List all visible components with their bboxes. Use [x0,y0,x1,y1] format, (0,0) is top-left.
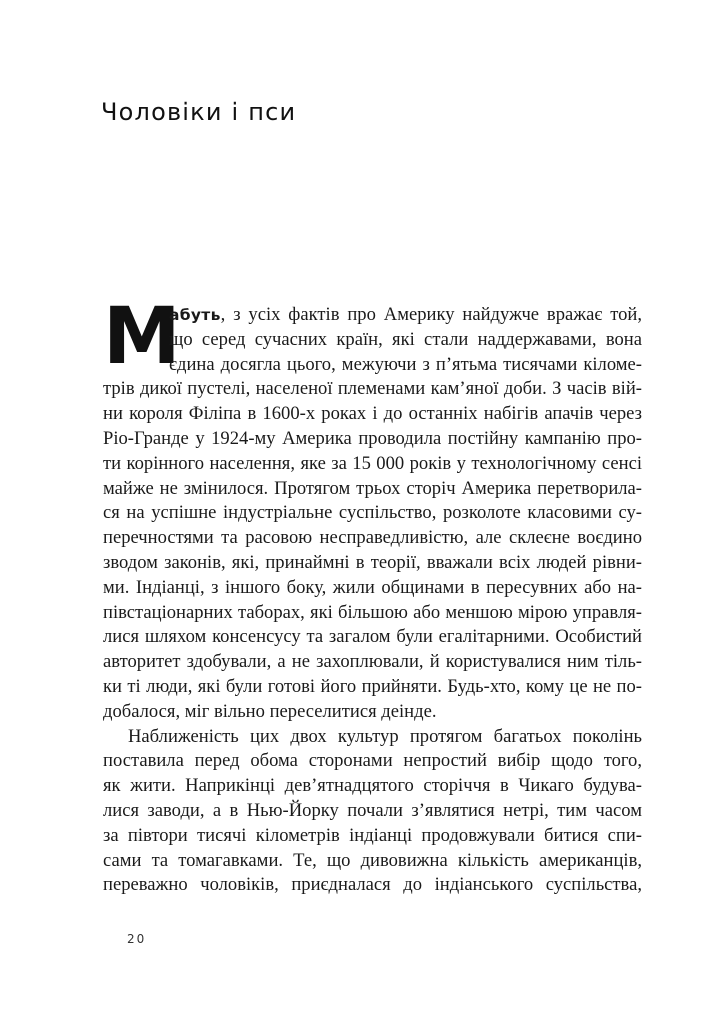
text-line: що серед сучасних країн, які стали наддержавами, вона [169,328,642,350]
text-line: ти корінного населення, яке за 15 000 років у технологічному сенсі [103,452,642,474]
text-line: ки ті люди, які були готові його прийняти. Будь-хто, кому це не по- [103,675,642,697]
text-line: за півтори тисячі кілометрів індіанці продовжували битися спи- [103,824,642,846]
text-line: переважно чоловіків, приєдналася до індіанського суспільства, [103,874,642,896]
text-line: Ріо-Гранде у 1924-му Америка проводила постійну кампанію про- [103,427,642,449]
text-line: як жити. Наприкінці дев’ятнадцятого сторіччя в Чикаго будува- [103,775,642,797]
text-line: поставила перед обома сторонами непростий вибір щодо того, [103,750,642,772]
body-text [103,303,642,898]
text-line: перечностями та расовою несправедливістю, але склеєне воєдино [103,527,642,549]
text-line: майже не змінилося. Протягом трьох сторіч Америка перетворила- [103,477,642,499]
text-line: лися заводи, а в Нью-Йорку почали з’являтися нетрі, тим часом [103,799,642,821]
drop-cap: М [103,292,181,382]
text-line: лися шляхом консенсусу та загалом були егалітарними. Особистий [103,626,642,648]
text-line: єдина досягла цього, межуючи з п’ятьма тисячами кіломе- [169,353,642,375]
text-line: трів дикої пустелі, населеної племенами кам’яної доби. З часів вій- [103,378,642,400]
text-line: ся на успішне індустріальне суспільство, розколоте класовими су- [103,502,642,524]
text-line: зводом законів, які, принаймні в теорії, вважали всіх людей рівни- [103,551,642,573]
lead-word: абуть [169,306,221,324]
text-line: півстаціонарних таборах, які більшою або меншою мірою управля- [103,601,642,623]
text-line: ни короля Філіпа в 1600-х роках і до останніх набігів апачів через [103,403,642,425]
text-line: добалося, міг вільно переселитися деінде. [103,700,437,722]
text-line: сами та томагавками. Те, що дивовижна кількість американців, [103,849,642,871]
chapter-title: Чоловіки і пси [101,98,297,126]
text-line: абуть, з усіх фактів про Америку найдужче вражає той, [169,304,642,325]
text-line: авторитет здобували, а не захоплювали, й користувалися ним тіль- [103,651,642,673]
page-number: 20 [127,932,147,946]
text-line: ми. Індіанці, з іншого боку, жили общинами в пересувних або на- [103,576,642,598]
text-line: Наближеність цих двох культур протягом багатьох поколінь [128,725,642,747]
